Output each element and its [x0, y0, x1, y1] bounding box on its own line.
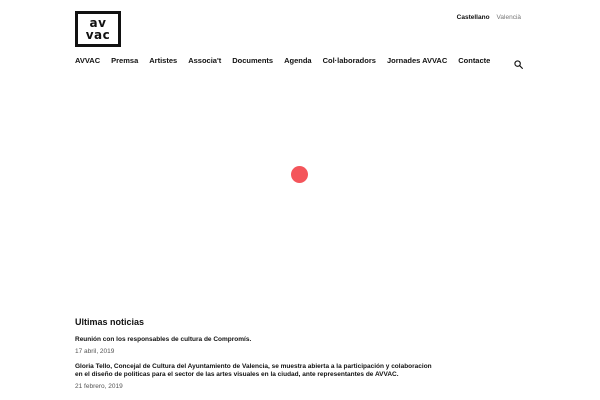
logo-line-2: vac	[85, 28, 111, 42]
nav-premsa[interactable]: Premsa	[111, 56, 139, 65]
news-item-date: 17 abril, 2019	[75, 347, 115, 355]
nav-artistes[interactable]: Artistes	[149, 56, 178, 65]
language-valencia[interactable]: Valencià	[496, 14, 521, 21]
nav-associat[interactable]: Associa't	[188, 56, 222, 65]
nav-jornades-avvac[interactable]: Jornades AVVAC	[386, 56, 448, 65]
nav-avvac[interactable]: AVVAC	[75, 56, 101, 65]
language-castellano[interactable]: Castellano	[456, 14, 490, 21]
nav-agenda[interactable]: Agenda	[284, 56, 312, 65]
news-item	[75, 363, 435, 390]
latest-news	[75, 317, 435, 398]
nav-contacte[interactable]: Contacte	[458, 56, 491, 65]
logo-line-1: av	[89, 16, 107, 30]
search-icon[interactable]	[514, 60, 523, 69]
language-switcher	[457, 14, 521, 21]
news-heading: Ultimas noticias	[75, 317, 145, 327]
nav-documents[interactable]: Documents	[232, 56, 274, 65]
loading-spinner	[291, 166, 308, 183]
main-nav	[75, 56, 490, 65]
news-item-date: 21 febrero, 2019	[75, 382, 123, 390]
nav-collaboradors[interactable]: Col·laboradors	[322, 56, 376, 65]
news-item	[75, 336, 435, 355]
avvac-logo[interactable]	[75, 11, 121, 47]
news-item-title[interactable]: Reunión con los responsables de cultura de Compromís.	[75, 336, 252, 343]
news-item-title[interactable]: Gloria Tello, Concejal de Cultura del Ayuntamiento de Valencia, se muestra abierta a la participación y colaboracion en el diseño de politicas para el sector de las artes visuales en la ciudad, ante representantes de AVVAC.	[75, 362, 432, 378]
